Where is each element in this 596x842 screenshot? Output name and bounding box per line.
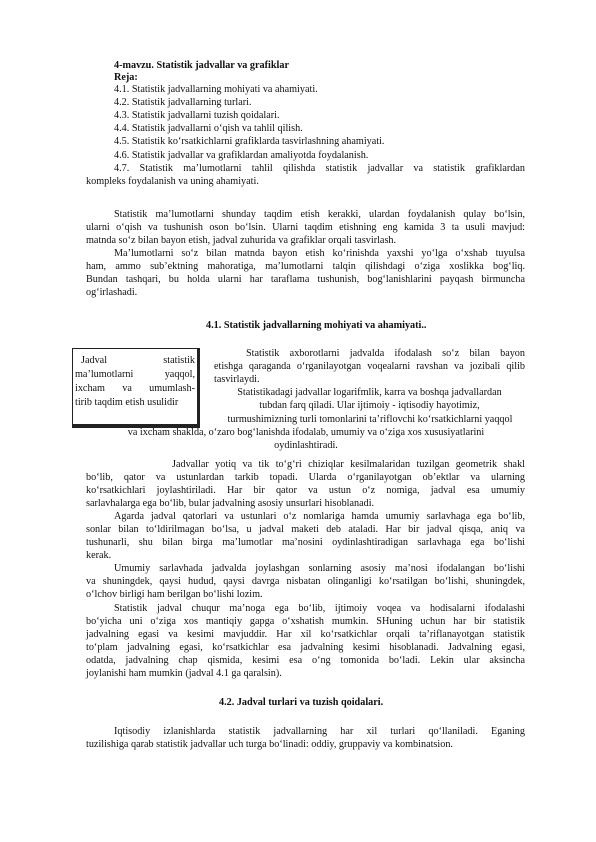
paragraph-line: jadvalning egasi va kesimi mavjuddir. Har xil ko‘rsatkichlar orqali ta’riflanayotgan statistik [86,629,525,640]
plan-item: 4.4. Statistik jadvallarni o‘qish va tahlil qilish. [114,123,303,134]
paragraph-line: o‘lchov birligi ham berilgan bo‘lishi lozim. [86,589,263,600]
plan-item: 4.2. Statistik jadvallarning turlari. [114,97,252,108]
paragraph-line: va shuningdek, qaysi hudud, qaysi davrga nisbatan olinganligi ko‘rsatilgan bo‘lishi, shuningdek, [86,576,525,587]
paragraph-line: ularni o‘qish va tushunish oson bo‘lsin. Ularni taqdim etishning eng kamida 3 ta usuli mavjud: [86,222,525,233]
paragraph-line: va ixcham shaklda, o‘zaro bog‘lanishda ifodalab, umumiy va o‘ziga xos xususiyatlarini [127,427,485,438]
section-heading: 4.1. Statistik jadvallarning mohiyati va ahamiyati.. [206,320,427,331]
plan-item-cont: kompleks foydalanish va uning ahamiyati. [86,176,259,187]
paragraph-line: tuzilishiga qarab statistik jadvallar uch turga bo‘linadi: oddiy, gruppaviy va kombinatsion. [86,739,453,750]
paragraph-line: ko‘rsatkichlari joylashtiriladi. Har bir qator va ustun o‘z nomiga, jadval esa umumiy [86,485,525,496]
paragraph-line: bo‘yicha uni o‘ziga xos mantiqiy gapga o‘xshatish mumkin. SHuning uchun har bir statistik [86,616,525,627]
paragraph-line: odatda, jadvalning chap qismida, kesimi esa o‘ng tomonida bo‘ladi. Lekin ular aksincha [86,655,525,666]
paragraph-line: kerak. [86,550,112,561]
paragraph-line: Iqtisodiy izlanishlarda statistik jadvallarning har xil turlari qo‘llaniladi. Eganing [114,726,525,737]
paragraph-line: Statistik jadval chuqur ma’noga ega bo‘lib, ijtimoiy voqea va hodisalarni ifodalashi [114,603,525,614]
paragraph-line: oydinlashtiradi. [274,440,338,451]
paragraph-line: ham, ammo sub’ektning mahoratiga, ma’lumotlarni talqin qilishdagi o‘ziga xoslikka bog‘liq. [86,261,525,272]
paragraph-line: etishga qaraganda o‘rganilayotgan voqealarni ravshan va jozibali qilib [214,361,525,372]
plan-item: 4.1. Statistik jadvallarning mohiyati va ahamiyati. [114,84,318,95]
paragraph-line: tasvirlaydi. [214,374,260,385]
box-line: ixcham va umumlash- [75,383,195,394]
paragraph-line: sonlar bilan to‘ldirilmagan bo‘lsa, u jadval maketi deb ataladi. Har bir jadval qisqa, aniq va [86,524,525,535]
section-heading: 4.2. Jadval turlari va tuzish qoidalari. [219,697,384,708]
paragraph-line: Statistik axborotlarni jadvalda ifodalash so‘z bilan bayon [246,348,525,359]
box-line: tirib taqdim etish usulidir [75,397,179,408]
paragraph-line: Jadvallar yotiq va tik to‘g‘ri chiziqlar kesilmalaridan tuzilgan geometrik shakl [172,459,525,470]
definition-box [72,348,200,428]
paragraph-line: turmushimizning turli tomonlarini ta’riflovchi ko‘rsatkichlarni yaqqol [227,414,513,425]
paragraph-line: Umumiy sarlavhada jadvalda joylashgan sonlarning asosiy ma’nosi ifodalangan bo‘lishi [114,563,525,574]
paragraph-line: Ma’lumotlarni so‘z bilan matnda bayon etish ko‘rinishda yaxshi yo‘lga o‘xshab tuyulsa [114,248,525,259]
paragraph-line: to‘plam jadvalning egasi, ko‘rsatkichlar esa jadvalning kesimi hisoblanadi. Jadvalning egasi, [86,642,525,653]
paragraph-line: matnda so‘z bilan bayon etish, jadval zuhurida va grafiklar orqali tasvirlash. [86,235,397,246]
paragraph-line: tushunarli, shu bilan birga ma’lumotlar ma’nosini oydinlashtiradigan sarlavhaga ega bo‘lishi [86,537,525,548]
paragraph-line: bo‘lib, qator va ustunlardan tarkib topadi. Ularda o‘rganilayotgan ob’ektlar va ularning [86,472,525,483]
plan-label: Reja: [114,72,138,83]
paragraph-line: Statistikadagi jadvallar logarifmlik, karra va boshqa jadvallardan [237,387,502,398]
paragraph-line: og‘irlashadi. [86,287,138,298]
paragraph-line: joylanishi ham mumkin (jadval 4.1 ga qaralsin). [86,668,282,679]
paragraph-line: Agarda jadval qatorlari va ustunlari o‘z nomlariga hamda umumiy sarlavhaga ega bo‘lib, [114,511,525,522]
plan-item: 4.3. Statistik jadvallarni tuzish qoidalari. [114,110,280,121]
paragraph-line: tubdan farq qiladi. Ular ijtimoiy - iqtisodiy hayotimiz, [259,400,480,411]
paragraph-line: sarlavhalarga ega bo‘lib, bular jadvalning asosiy unsurlari hisoblanadi. [86,498,375,509]
topic-title: 4-mavzu. Statistik jadvallar va grafiklar [114,60,289,71]
box-line: Jadval statistik [81,355,195,366]
plan-item: 4.6. Statistik jadvallar va grafiklardan amaliyotda foydalanish. [114,150,369,161]
box-line: ma’lumotlarni yaqqol, [75,369,195,380]
plan-item: 4.7. Statistik ma’lumotlarni tahlil qilishda statistik jadvallar va statistik grafiklardan [114,163,525,174]
plan-item: 4.5. Statistik ko‘rsatkichlarni grafiklarda tasvirlashning ahamiyati. [114,136,385,147]
paragraph-line: Bundan tashqari, bu holda ularni har taraflama tushunish, bog‘lanishlarini payqash birmuncha [86,274,525,285]
paragraph-line: Statistik ma’lumotlarni shunday taqdim etish kerakki, ulardan foydalanish qulay bo‘lsin, [114,209,525,220]
